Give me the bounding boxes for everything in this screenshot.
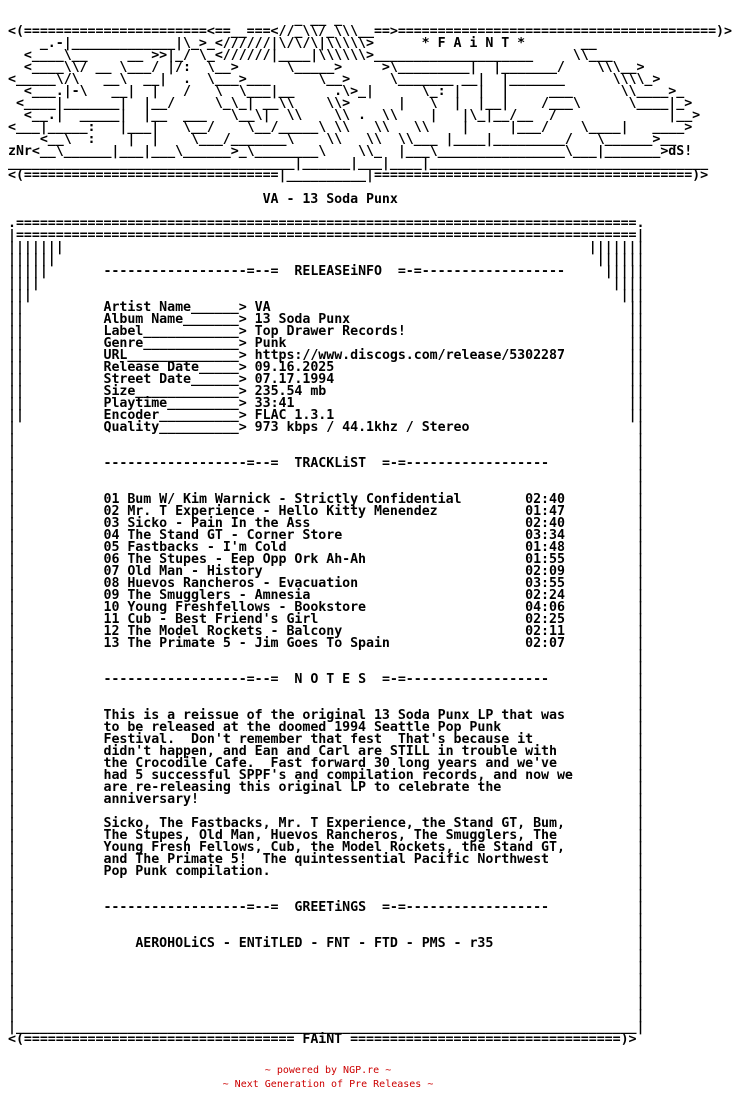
frame-line: | | xyxy=(8,948,645,963)
track-title: 06 The Stupes - Eep Opp Ork Ah-Ah xyxy=(103,552,367,567)
ascii-logo-line: <_____\/\ __\ __| . \___>___ \__> \_______ __| |_______ \\\\_> xyxy=(8,72,661,87)
frame-line: | ------------------=--= N O T E S =-=------------------ | xyxy=(8,672,645,687)
frame-line: | had 5 successful SPPF's and compilation records, and now we | xyxy=(8,768,645,783)
frame-line: | Pop Punk compilation. | xyxy=(8,864,645,879)
track-title: 10 Young Freshfellows - Bookstore xyxy=(103,600,367,615)
track-title: 04 The Stand GT - Corner Store xyxy=(103,528,343,543)
track-title: 12 The Model Rockets - Balcony xyxy=(103,624,343,639)
frame-line: | | xyxy=(8,1008,645,1023)
notes-line: Festival. Don't remember that fest That's because it xyxy=(103,732,534,747)
frame-line: | 07 Old Man - History 02:09 | xyxy=(8,564,645,579)
frame-line: | 11 Cub - Best Friend's Girl 02:25 | xyxy=(8,612,645,627)
frame-line: | 03 Sicko - Pain In the Ass 02:40 | xyxy=(8,516,645,531)
track-time: 03:34 xyxy=(525,528,565,543)
ascii-logo-line: <____\\/ __ \___/ |/: \__> \_____> >\_________| |_______/ \\\__> xyxy=(8,60,645,75)
info-value: 973 kbps / 44.1khz / Stereo xyxy=(254,420,470,435)
track-title: 11 Cub - Best Friend's Girl xyxy=(103,612,319,627)
frame-line: | 04 The Stand GT - Corner Store 03:34 | xyxy=(8,528,645,543)
info-label: Label____________> xyxy=(103,324,247,339)
frame-line: | | xyxy=(8,984,645,999)
ascii-logo-line: ____________________________________|______|___|____|___________________________________ xyxy=(8,156,709,171)
section-title: GREETiNGS xyxy=(294,900,367,915)
track-time: 03:55 xyxy=(525,576,565,591)
ascii-logo-line: _.-|_____________|\_>_<//////|\/\/\|\\\\\> * F A i N T * __ xyxy=(8,36,597,51)
ascii-logo-line: <__.| _____| |__ ___ \__\| \\ \\ . \\ | |\_|__/__ / |__> xyxy=(8,108,701,123)
frame-line: | Sicko, The Fastbacks, Mr. T Experience, the Stand GT, Bum, | xyxy=(8,816,645,831)
track-title: 07 Old Man - History xyxy=(103,564,263,579)
ascii-logo-line: <(=======================<==__===<//_\\/_\\\__==>========================================)> xyxy=(8,24,732,39)
frame-line: | and The Primate 5! The quintessential Pacific Northwest | xyxy=(8,852,645,867)
info-value: FLAC 1.3.1 xyxy=(254,408,335,423)
ascii-logo-line: <__\ : | | \___/_______\ \\ \\ \\___ |____|_________/ \______>__ xyxy=(8,132,677,147)
frame-line: | Festival. Don't remember that fest That's because it | xyxy=(8,732,645,747)
frame-line: | | xyxy=(8,480,645,495)
ascii-logo-line: zNr<__\______|___|___\______>_\________\ \\_ |___\________________\___|_______>dS! xyxy=(8,144,693,159)
track-time: 02:25 xyxy=(525,612,565,627)
frame-line: || Size_____________> 235.54 mb || xyxy=(8,384,645,399)
frame-line: || Playtime_________> 33:41 || xyxy=(8,396,645,411)
info-value: VA xyxy=(254,300,271,315)
info-value: 13 Soda Punx xyxy=(254,312,351,327)
track-time: 02:24 xyxy=(525,588,565,603)
frame-line: ||||||| ||||||| xyxy=(8,240,645,255)
info-label: Artist Name______> xyxy=(103,300,247,315)
frame-line: | ------------------=--= GREETiNGS =-=------------------ | xyxy=(8,900,645,915)
info-value: 09.16.2025 xyxy=(254,360,335,375)
frame-line: | | xyxy=(8,804,645,819)
info-value: Punk xyxy=(254,336,287,351)
track-title: 08 Huevos Rancheros - Evacuation xyxy=(103,576,359,591)
frame-top: .==============================================================================. xyxy=(8,216,645,231)
frame-top: |==============================================================================| xyxy=(8,228,645,243)
frame-line: | | xyxy=(8,888,645,903)
notes-line: had 5 successful SPPF's and compilation records, and now we xyxy=(103,768,573,783)
ascii-logo-line: <____\__ __ >>|_/ \_<//////|____|\\\\\\>____________________ \\___ xyxy=(8,48,613,63)
frame-line: | | xyxy=(8,696,645,711)
frame-line: | The Stupes, Old Man, Huevos Rancheros, The Smugglers, The | xyxy=(8,828,645,843)
notes-line: and The Primate 5! The quintessential Pacific Northwest xyxy=(103,852,549,867)
info-label: Genre____________> xyxy=(103,336,247,351)
notes-line: to be released at the doomed 1994 Seattle Pop Punk xyxy=(103,720,502,735)
frame-line: | | xyxy=(8,996,645,1011)
track-title: 05 Fastbacks - I'm Cold xyxy=(103,540,287,555)
frame-line: | | xyxy=(8,684,645,699)
frame-line: | | xyxy=(8,648,645,663)
track-title: 09 The Smugglers - Amnesia xyxy=(103,588,311,603)
info-label: Release Date_____> xyxy=(103,360,247,375)
frame-line: ||| ||| xyxy=(8,288,645,303)
track-time: 04:06 xyxy=(525,600,565,615)
frame-line: | to be released at the doomed 1994 Seattle Pop Punk | xyxy=(8,720,645,735)
frame-line: | | xyxy=(8,468,645,483)
frame-line: | 02 Mr. T Experience - Hello Kitty Menendez 01:47 | xyxy=(8,504,645,519)
frame-line: | | xyxy=(8,924,645,939)
frame-line: | Quality__________> 973 kbps / 44.1khz / Stereo | xyxy=(8,420,645,435)
ascii-logo xyxy=(8,170,732,182)
frame-line: ||||| ------------------=--= RELEASEiNFO =-=------------------ ||||| xyxy=(8,264,645,279)
track-time: 02:07 xyxy=(525,636,565,651)
group-name: FAiNT xyxy=(302,1032,343,1047)
notes-line: the Crocodile Cafe. Fast forward 30 long years and we've xyxy=(103,756,557,771)
track-title: 03 Sicko - Pain In the Ass xyxy=(103,516,311,531)
ascii-logo-line: _ __ _ xyxy=(8,12,613,27)
info-value: 235.54 mb xyxy=(254,384,327,399)
frame-line: || URL______________> https://www.discogs.com/release/5302287 || xyxy=(8,348,645,363)
track-time: 01:55 xyxy=(525,552,565,567)
frame-line: | This is a reissue of the original 13 Soda Punx LP that was | xyxy=(8,708,645,723)
notes-line: didn't happen, and Ean and Carl are STILL in trouble with xyxy=(103,744,557,759)
info-label: URL______________> xyxy=(103,348,247,363)
frame-line: | 08 Huevos Rancheros - Evacuation 03:55 | xyxy=(8,576,645,591)
release-title-row xyxy=(8,194,732,206)
track-time: 02:40 xyxy=(525,492,565,507)
track-time: 02:40 xyxy=(525,516,565,531)
info-label: Encoder__________> xyxy=(103,408,247,423)
info-label: Street Date______> xyxy=(103,372,247,387)
release-title: VA - 13 Soda Punx xyxy=(262,192,398,207)
frame-bottom: |______________________________________________________________________________| xyxy=(8,1020,645,1035)
frame-line: | | xyxy=(8,660,645,675)
info-value: 33:41 xyxy=(254,396,295,411)
info-value: Top Drawer Records! xyxy=(254,324,406,339)
frame-line: || Street Date______> 07.17.1994 || xyxy=(8,372,645,387)
frame-line: | AEROHOLiCS - ENTiTLED - FNT - FTD - PMS - r35 | xyxy=(8,936,645,951)
info-label: Album Name_______> xyxy=(103,312,247,327)
frame-line: | | xyxy=(8,912,645,927)
frame-line: | | xyxy=(8,444,645,459)
frame-line: | | xyxy=(8,432,645,447)
frame-line: | the Crocodile Cafe. Fast forward 30 long years and we've | xyxy=(8,756,645,771)
frame-line: | 09 The Smugglers - Amnesia 02:24 | xyxy=(8,588,645,603)
info-label: Quality__________> xyxy=(103,420,247,435)
footer-tagline: ~ Next Generation of Pre Releases ~ xyxy=(222,1079,434,1090)
frame-line: || Encoder__________> FLAC 1.3.1 || xyxy=(8,408,645,423)
nfo-document xyxy=(8,14,732,1046)
frame-line: | are re-releasing this original LP to celebrate the | xyxy=(8,780,645,795)
frame-line: | 01 Bum W/ Kim Warnick - Strictly Confidential 02:40 | xyxy=(8,492,645,507)
frame-line: | 12 The Model Rockets - Balcony 02:11 | xyxy=(8,624,645,639)
footer-powered-by: ~ powered by NGP.re ~ xyxy=(264,1065,392,1076)
notes-line: are re-releasing this original LP to celebrate the xyxy=(103,780,502,795)
notes-line: The Stupes, Old Man, Huevos Rancheros, The Smugglers, The xyxy=(103,828,557,843)
track-time: 02:11 xyxy=(525,624,565,639)
frame-line: | 06 The Stupes - Eep Opp Ork Ah-Ah 01:55 | xyxy=(8,552,645,567)
frame-line: | 05 Fastbacks - I'm Cold 01:48 | xyxy=(8,540,645,555)
track-time: 01:47 xyxy=(525,504,565,519)
ascii-logo-line: <____|_______| |__/ \_\_| __\\ \\> | \ | |__| /___\ \____|_> xyxy=(8,96,693,111)
frame-line: || Genre____________> Punk || xyxy=(8,336,645,351)
frame-line: | anniversary! | xyxy=(8,792,645,807)
notes-line: Pop Punk compilation. xyxy=(103,864,271,879)
frame-line: | 13 The Primate 5 - Jim Goes To Spain 02:07 | xyxy=(8,636,645,651)
info-value: 07.17.1994 xyxy=(254,372,335,387)
frame-line: || Album Name_______> 13 Soda Punx || xyxy=(8,312,645,327)
section-title: N O T E S xyxy=(294,672,367,687)
frame-line: | ------------------=--= TRACKLiST =-=------------------ | xyxy=(8,456,645,471)
section-title: TRACKLiST xyxy=(294,456,367,471)
frame-line: || Label____________> Top Drawer Records! || xyxy=(8,324,645,339)
frame-line: |||||| |||||| xyxy=(8,252,645,267)
greetings-list: AEROHOLiCS - ENTiTLED - FNT - FTD - PMS - r35 xyxy=(135,936,494,951)
frame-bottom: <(================================== FAiNT ==================================)> xyxy=(8,1032,637,1047)
notes-line: This is a reissue of the original 13 Soda Punx LP that was xyxy=(103,708,565,723)
notes-line: Sicko, The Fastbacks, Mr. T Experience, the Stand GT, Bum, xyxy=(103,816,565,831)
track-title: 02 Mr. T Experience - Hello Kitty Menendez xyxy=(103,504,438,519)
ascii-logo-line: <___.|-\ __| | / \ \___|__ .\>_| \_: | | | ___ \\____>_ xyxy=(8,84,685,99)
track-title: 13 The Primate 5 - Jim Goes To Spain xyxy=(103,636,390,651)
info-label: Size_____________> xyxy=(103,384,247,399)
track-time: 02:09 xyxy=(525,564,565,579)
notes-line: Young Fresh Fellows, Cub, the Model Rockets, the Stand GT, xyxy=(103,840,565,855)
frame-line: || Artist Name______> VA || xyxy=(8,300,645,315)
frame-line: || Release Date_____> 09.16.2025 || xyxy=(8,360,645,375)
ascii-logo-line: <___|_____: |___| \__/ \__/_____\ \\ \\ \\ | |___/ \____| ____> xyxy=(8,120,693,135)
frame-line: | didn't happen, and Ean and Carl are STILL in trouble with | xyxy=(8,744,645,759)
frame-line: | | xyxy=(8,960,645,975)
frame-line: | Young Fresh Fellows, Cub, the Model Rockets, the Stand GT, | xyxy=(8,840,645,855)
frame-line: | | xyxy=(8,876,645,891)
track-title: 01 Bum W/ Kim Warnick - Strictly Confidential xyxy=(103,492,462,507)
frame-line: | | xyxy=(8,972,645,987)
notes-line: anniversary! xyxy=(103,792,199,807)
frame-line: |||| |||| xyxy=(8,276,645,291)
section-title: RELEASEiNFO xyxy=(294,264,382,279)
info-label: Playtime_________> xyxy=(103,396,247,411)
track-time: 01:48 xyxy=(525,540,565,555)
frame-line: | 10 Young Freshfellows - Bookstore 04:06 | xyxy=(8,600,645,615)
info-value: https://www.discogs.com/release/5302287 xyxy=(254,348,565,363)
ascii-logo-line: <(================================|__________|========================================)> xyxy=(8,168,709,183)
